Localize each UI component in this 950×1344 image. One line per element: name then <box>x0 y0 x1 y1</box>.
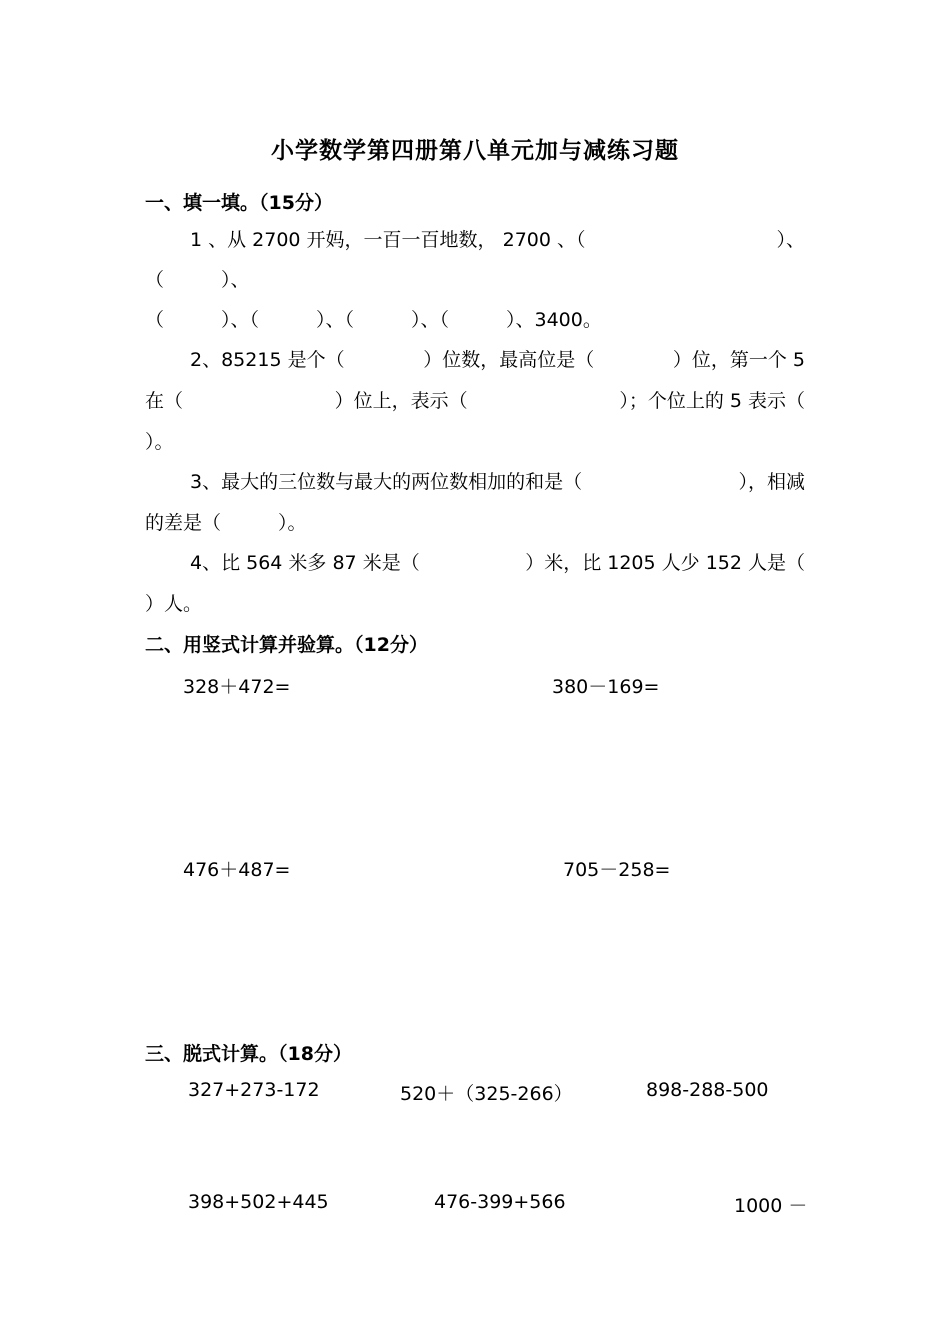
step-calc-problem: 398+502+445 <box>188 1191 329 1213</box>
q2-line1-part2: ）位数，最高位是（ <box>423 349 595 371</box>
q4-line2: ）人。 <box>145 593 203 615</box>
q1-line1 <box>190 226 805 254</box>
page-title: 小学数学第四册第八单元加与减练习题 <box>271 138 679 164</box>
q4-line1-part1: 4、比 564 米多 87 米是（ <box>190 552 420 574</box>
q2-line2-part3: ）；个位上的 5 表示（ <box>619 390 805 412</box>
step-calc-problem: 327+273-172 <box>188 1079 320 1101</box>
vertical-calc-problem: 705－258= <box>563 859 671 881</box>
vertical-calc-problem: 380－169= <box>552 676 660 698</box>
q2-line2-part1: 在（ <box>145 390 184 412</box>
section2-heading: 二、用竖式计算并验算。（12分） <box>145 634 428 656</box>
q1-line1-part1: 1 、从 2700 开妈，一百一百地数， 2700 、（ <box>190 229 586 251</box>
q2-line3: ）。 <box>145 431 174 453</box>
q2-line1-part3: ）位，第一个 5 <box>672 349 805 371</box>
q4-line1-part2: ）米，比 1205 人少 152 人是（ <box>525 552 805 574</box>
q2-line1 <box>190 346 805 374</box>
step-calc-problem: 898-288-500 <box>646 1079 769 1101</box>
q2-line2-part2: ）位上，表示（ <box>334 390 468 412</box>
vertical-calc-problem: 328＋472= <box>183 676 291 698</box>
q3-line1-part2: ），相减 <box>738 471 805 493</box>
q4-line1 <box>190 549 805 577</box>
section3-heading: 三、脱式计算。（18分） <box>145 1043 352 1065</box>
step-calc-problem: 520＋（325-266） <box>400 1083 573 1105</box>
q3-line1 <box>190 468 805 496</box>
vertical-calc-problem: 476＋487= <box>183 859 291 881</box>
section1-heading: 一、填一填。（15分） <box>145 192 333 214</box>
step-calc-problem: 1000 － <box>734 1195 808 1217</box>
q3-line2: 的差是（ ）。 <box>145 512 307 534</box>
q1-line3: （ ）、（ ）、（ ）、（ ）、3400。 <box>145 309 602 331</box>
q2-line1-part1: 2、85215 是个（ <box>190 349 345 371</box>
q1-line1-part2: ）、 <box>776 229 805 251</box>
q1-line2: （ ）、 <box>145 269 250 291</box>
q2-line2 <box>145 387 805 415</box>
q3-line1-part1: 3、最大的三位数与最大的两位数相加的和是（ <box>190 471 583 493</box>
step-calc-problem: 476-399+566 <box>434 1191 566 1213</box>
